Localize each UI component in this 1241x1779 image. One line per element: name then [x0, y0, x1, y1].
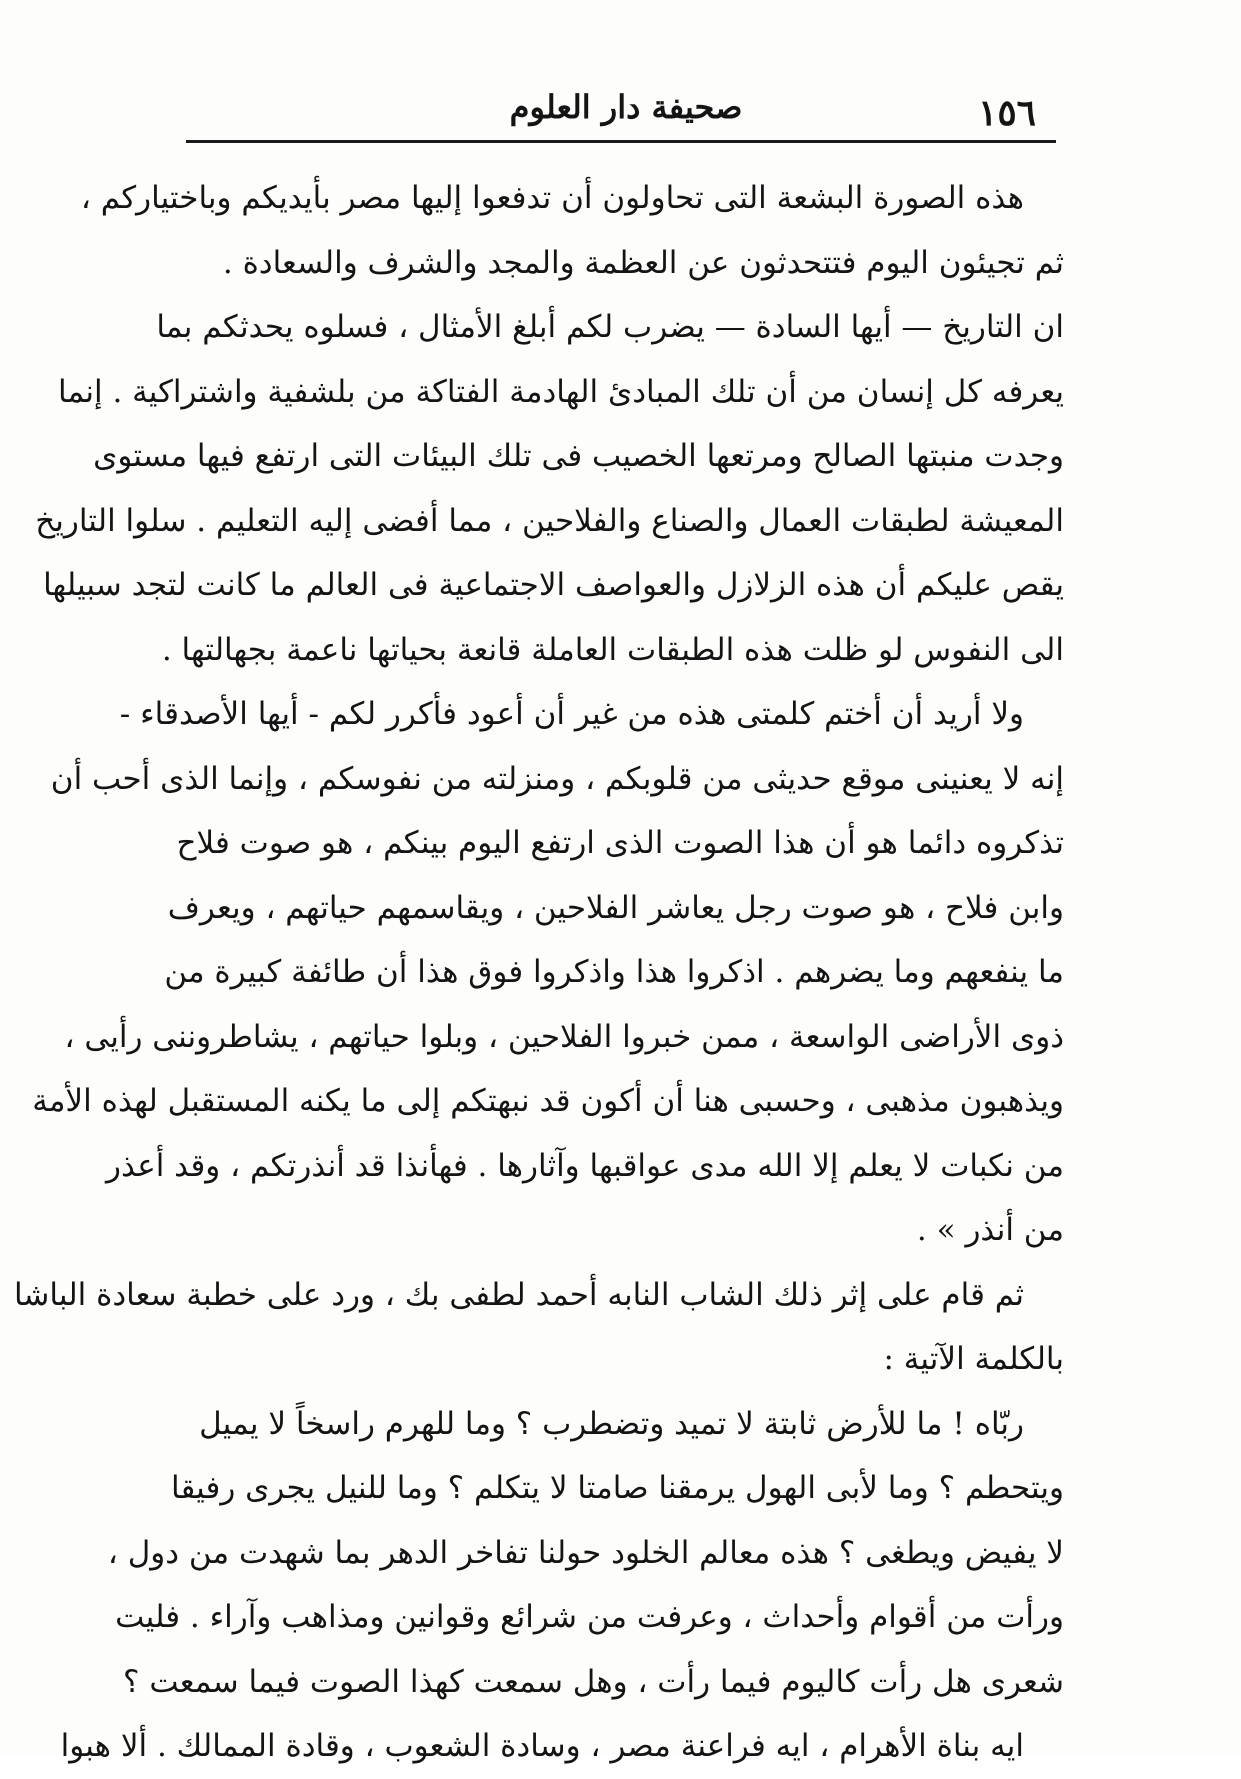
text-line: ذوى الأراضى الواسعة ، ممن خبروا الفلاحين ، وبلوا حياتهم ، يشاطروننى رأيى ،	[64, 1018, 1064, 1055]
text-line: المعيشة لطبقات العمال والصناع والفلاحين ، مما أفضى إليه التعليم . سلوا التاريخ	[35, 502, 1064, 539]
text-line: وابن فلاح ، هو صوت رجل يعاشر الفلاحين ، ويقاسمهم حياتهم ، ويعرف	[167, 889, 1064, 926]
text-line: لا يفيض ويطغى ؟ هذه معالم الخلود حولنا تفاخر الدهر بما شهدت من دول ،	[107, 1534, 1064, 1571]
text-line: ما ينفعهم وما يضرهم . اذكروا هذا واذكروا فوق هذا أن طائفة كبيرة من	[164, 954, 1064, 990]
text-line: ويذهبون مذهبى ، وحسبى هنا أن أكون قد نبهتكم إلى ما يكنه المستقبل لهذه الأمة	[32, 1083, 1064, 1119]
text-line: وجدت منبتها الصالح ومرتعها الخصيب فى تلك البيئات التى ارتفع فيها مستوى	[93, 438, 1064, 474]
text-line: الى النفوس لو ظلت هذه الطبقات العاملة قانعة بحياتها ناعمة بجهالتها .	[161, 631, 1064, 668]
text-line: شعرى هل رأت كاليوم فيما رأت ، وهل سمعت كهذا الصوت فيما سمعت ؟	[123, 1663, 1064, 1700]
text-line: بالكلمة الآتية :	[883, 1341, 1064, 1377]
text-line: هذه الصورة البشعة التى تحاولون أن تدفعوا إليها مصر بأيديكم وباختياركم ،	[80, 180, 1024, 216]
page-number: ١٥٦	[977, 92, 1036, 134]
text-line: ولا أريد أن أختم كلمتى هذه من غير أن أعود فأكرر لكم - أيها الأصدقاء -	[119, 696, 1024, 732]
text-line: يقص عليكم أن هذه الزلازل والعواصف الاجتماعية فى العالم ما كانت لتجد سبيلها	[43, 567, 1064, 603]
text-line: يعرفه كل إنسان من أن تلك المبادئ الهادمة الفتاكة من بلشفية واشتراكية . إنما	[58, 373, 1064, 410]
body-text	[13, 166, 1064, 1779]
text-line: إنه لا يعنينى موقع حديثى من قلوبكم ، ومنزلته من نفوسكم ، وإنما الذى أحب أن	[50, 760, 1064, 797]
text-line: ثم تجيئون اليوم فتتحدثون عن العظمة والمجد والشرف والسعادة .	[222, 244, 1064, 281]
text-line: من نكبات لا يعلم إلا الله مدى عواقبها وآثارها . فهأنذا قد أنذرتكم ، وقد أعذر	[105, 1147, 1064, 1184]
page-header	[186, 78, 1056, 140]
text-line: ورأت من أقوام وأحداث ، وعرفت من شرائع وقوانين ومذاهب وآراء . فليت	[115, 1599, 1064, 1635]
text-line: ايه بناة الأهرام ، ايه فراعنة مصر ، وسادة الشعوب ، وقادة الممالك . ألا هبوا	[60, 1728, 1024, 1764]
text-line: ان التاريخ — أيها السادة — يضرب لكم أبلغ الأمثال ، فسلوه يحدثكم بما	[156, 309, 1064, 345]
header-rule	[186, 140, 1056, 143]
text-line: من أنذر » .	[916, 1212, 1064, 1248]
text-line: ويتحطم ؟ وما لأبى الهول يرمقنا صامتا لا يتكلم ؟ وما للنيل يجرى رفيقا	[171, 1470, 1064, 1506]
text-line: تذكروه دائما هو أن هذا الصوت الذى ارتفع اليوم بينكم ، هو صوت فلاح	[176, 825, 1064, 861]
text-line: ربّاه ! ما للأرض ثابتة لا تميد وتضطرب ؟ وما للهرم راسخاً لا يميل	[199, 1405, 1024, 1442]
text-line: ثم قام على إثر ذلك الشاب النابه أحمد لطفى بك ، ورد على خطبة سعادة الباشا	[13, 1276, 1024, 1313]
running-title: صحيفة دار العلوم	[509, 88, 743, 126]
